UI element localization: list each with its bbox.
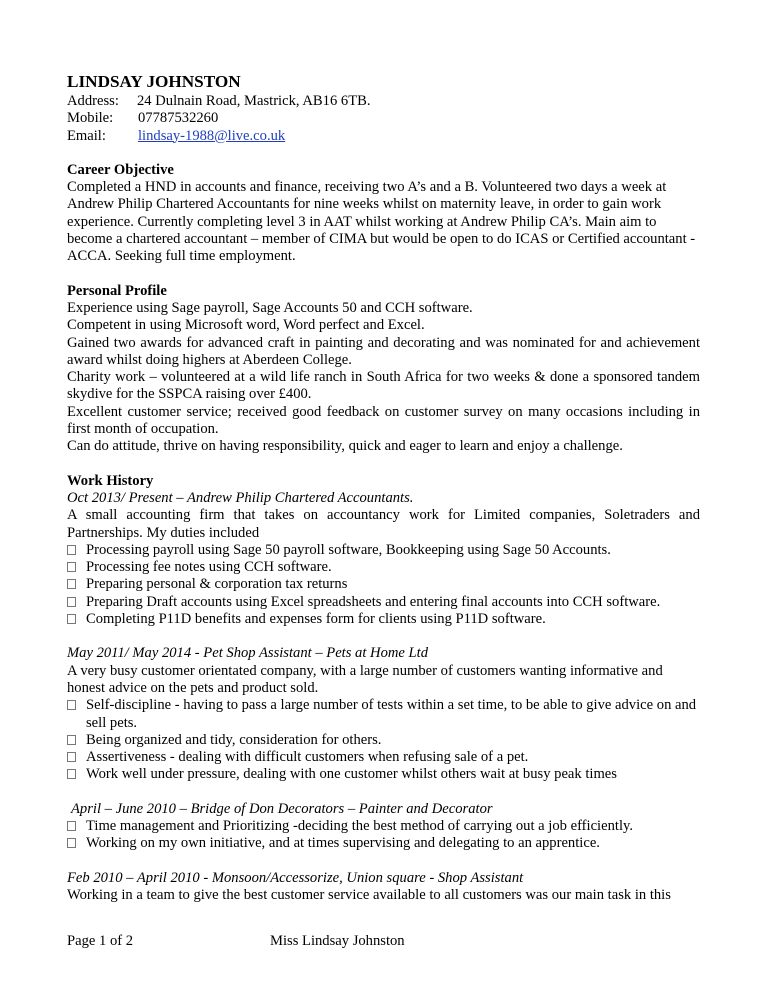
duty-list xyxy=(67,818,700,853)
duty-item: Processing payroll using Sage 50 payroll software, Bookkeeping using Sage 50 Accounts. xyxy=(67,542,700,559)
job-entry xyxy=(67,870,700,905)
duty-item: Time management and Prioritizing -deciding the best method of carrying out a job efficiently. xyxy=(67,818,700,835)
email-link[interactable]: lindsay-1988@live.co.uk xyxy=(138,127,286,144)
profile-line: Competent in using Microsoft word, Word perfect and Excel. xyxy=(67,317,425,334)
address-value: 24 Dulnain Road, Mastrick, AB16 6TB. xyxy=(137,93,371,109)
profile-line: Experience using Sage payroll, Sage Accounts 50 and CCH software. xyxy=(67,299,473,316)
job-description: A small accounting firm that takes on accountancy work for Limited companies, Soletraders and Partnerships. My duties included xyxy=(67,507,700,541)
duty-list xyxy=(67,697,700,783)
job-entry xyxy=(67,490,700,628)
duty-item: Preparing Draft accounts using Excel spreadsheets and entering final accounts into CCH software. xyxy=(67,594,700,611)
duty-item: Self-discipline - having to pass a large number of tests within a set time, to be able to give advice on and sell pets. xyxy=(67,697,700,732)
duty-list xyxy=(67,542,700,628)
profile-line: Charity work – volunteered at a wild life ranch in South Africa for two weeks & done a sponsored tandem skydive for the SSPCA raising over £400. xyxy=(67,369,700,403)
job-title: Feb 2010 – April 2010 - Monsoon/Accessorize, Union square - Shop Assistant xyxy=(67,869,524,886)
career-section xyxy=(67,162,700,266)
work-section xyxy=(67,473,700,905)
bullet-box-icon xyxy=(67,562,76,572)
bullet-box-icon xyxy=(67,769,76,779)
contact-block xyxy=(67,93,700,145)
bullet-box-icon xyxy=(67,597,76,607)
bullet-box-icon xyxy=(67,735,76,745)
job-title: May 2011/ May 2014 - Pet Shop Assistant – Pets at Home Ltd xyxy=(67,645,429,662)
duty-item: Completing P11D benefits and expenses form for clients using P11D software. xyxy=(67,611,700,628)
mobile-label: Mobile: xyxy=(67,110,114,127)
email-label: Email: xyxy=(67,127,106,144)
page-footer xyxy=(67,933,707,950)
bullet-box-icon xyxy=(67,838,76,848)
resume-page xyxy=(67,72,700,904)
work-heading: Work History xyxy=(67,472,154,489)
bullet-box-icon xyxy=(67,821,76,831)
footer-name: Miss Lindsay Johnston xyxy=(270,933,405,949)
career-text: Completed a HND in accounts and finance, receiving two A’s and a B. Volunteered two days a week at Andrew Philip Chartered Accountants for nine weeks whilst on maternity leave, in order to gain work experience. Currently completing level 3 in AAT whilst working at Andrew Philip CA’s. Main aim to become a chartered accountant – member of CIMA but would be open to do ICAS or Certified accountant - ACCA. Seeking full time employment. xyxy=(67,179,696,265)
profile-line: Can do attitude, thrive on having responsibility, quick and eager to learn and enjoy a challenge. xyxy=(67,438,623,455)
bullet-box-icon xyxy=(67,700,76,710)
bullet-box-icon xyxy=(67,545,76,555)
duty-item: Work well under pressure, dealing with one customer whilst others wait at busy peak times xyxy=(67,766,700,783)
job-title: April – June 2010 – Bridge of Don Decorators – Painter and Decorator xyxy=(71,800,493,817)
email-row xyxy=(67,128,700,145)
address-row xyxy=(67,93,700,110)
profile-line: Gained two awards for advanced craft in painting and decorating and was nominated for and achievement award whilst doing highers at Aberdeen College. xyxy=(67,334,700,368)
mobile-row xyxy=(67,110,700,127)
mobile-value: 07787532260 xyxy=(138,110,219,127)
job-description: Working in a team to give the best customer service available to all customers was our main task in this xyxy=(67,886,671,903)
job-description: A very busy customer orientated company, with a large number of customers wanting informative and honest advice on the pets and product sold. xyxy=(67,662,663,696)
address-label: Address: xyxy=(67,93,119,109)
profile-heading: Personal Profile xyxy=(67,282,167,299)
bullet-box-icon xyxy=(67,752,76,762)
duty-item: Working on my own initiative, and at times supervising and delegating to an apprentice. xyxy=(67,835,700,852)
career-heading: Career Objective xyxy=(67,161,174,178)
page-number: Page 1 of 2 xyxy=(67,933,134,949)
profile-section xyxy=(67,283,700,456)
duty-item: Processing fee notes using CCH software. xyxy=(67,559,700,576)
bullet-box-icon xyxy=(67,614,76,624)
job-entry xyxy=(67,645,700,783)
duty-item: Preparing personal & corporation tax returns xyxy=(67,576,700,593)
profile-line: Excellent customer service; received good feedback on customer survey on many occasions including in first month of occupation. xyxy=(67,403,700,438)
job-title: Oct 2013/ Present – Andrew Philip Chartered Accountants. xyxy=(67,489,414,506)
duty-item: Assertiveness - dealing with difficult customers when refusing sale of a pet. xyxy=(67,749,700,766)
duty-item: Being organized and tidy, consideration for others. xyxy=(67,732,700,749)
job-entry xyxy=(67,801,700,853)
candidate-name: LINDSAY JOHNSTON xyxy=(67,72,241,91)
bullet-box-icon xyxy=(67,579,76,589)
